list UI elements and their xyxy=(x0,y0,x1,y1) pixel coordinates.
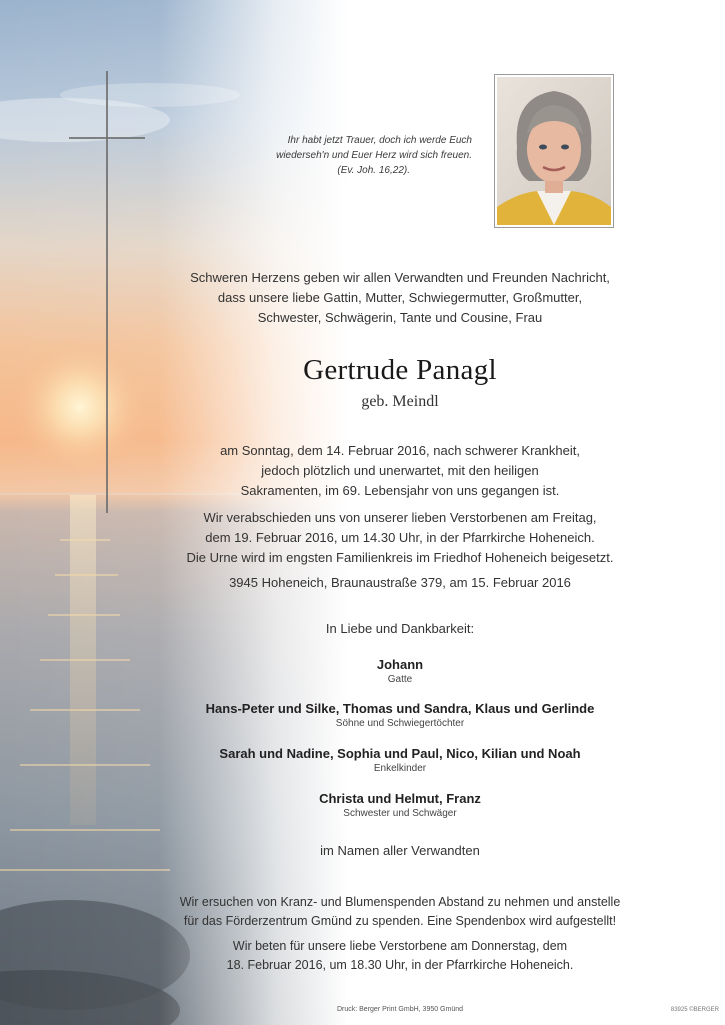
farewell-line: dem 19. Februar 2016, um 14.30 Uhr, in der Pfarrkirche Hoheneich. xyxy=(205,530,595,545)
family-relation: Enkelkinder xyxy=(373,763,427,774)
quote-line: Ihr habt jetzt Trauer, doch ich werde Euch xyxy=(287,135,472,146)
quote-line: wiederseh'n und Euer Herz wird sich freuen. xyxy=(276,150,472,161)
bible-quote xyxy=(236,133,472,178)
death-line: am Sonntag, dem 14. Februar 2016, nach schwerer Krankheit, xyxy=(220,443,580,458)
family-group xyxy=(160,790,640,820)
farewell-line: Die Urne wird im engsten Familienkreis im Friedhof Hoheneich beigesetzt. xyxy=(186,550,614,565)
family-group xyxy=(160,745,640,775)
donation-request xyxy=(160,893,640,931)
on-behalf-line: im Namen aller Verwandten xyxy=(320,843,480,858)
death-line: Sakramenten, im 69. Lebensjahr von uns gegangen ist. xyxy=(240,483,560,498)
intro-line: dass unsere liebe Gattin, Mutter, Schwiegermutter, Großmutter, xyxy=(217,290,583,305)
prayer-notice xyxy=(160,937,640,975)
death-notice xyxy=(160,441,640,501)
place-and-date: 3945 Hoheneich, Braunaustraße 379, am 15. Februar 2016 xyxy=(229,575,571,590)
family-names: Hans-Peter und Silke, Thomas und Sandra, Klaus und Gerlinde xyxy=(205,701,595,716)
prayer-line: 18. Februar 2016, um 18.30 Uhr, in der Pfarrkirche Hoheneich. xyxy=(226,958,574,972)
family-names: Sarah und Nadine, Sophia und Paul, Nico, Kilian und Noah xyxy=(219,746,581,761)
farewell-line: Wir verabschieden uns von unserer lieben Verstorbenen am Freitag, xyxy=(203,510,597,525)
intro-announcement xyxy=(160,268,640,328)
birth-name: geb. Meindl xyxy=(361,393,439,410)
intro-line: Schwester, Schwägerin, Tante und Cousine, Frau xyxy=(257,310,543,325)
intro-line: Schweren Herzens geben wir allen Verwandten und Freunden Nachricht, xyxy=(190,270,610,285)
death-line: jedoch plötzlich und unerwartet, mit den heiligen xyxy=(261,463,539,478)
request-line: Wir ersuchen von Kranz- und Blumenspenden Abstand zu nehmen und anstelle xyxy=(179,895,621,909)
prayer-line: Wir beten für unsere liebe Verstorbene am Donnerstag, dem xyxy=(232,939,568,953)
gratitude-line: In Liebe und Dankbarkeit: xyxy=(325,621,475,636)
family-relation: Schwester und Schwäger xyxy=(343,808,457,819)
family-group xyxy=(160,656,640,686)
quote-reference: (Ev. Joh. 16,22). xyxy=(337,165,410,176)
printer-credit: Druck: Berger Print GmbH, 3950 Gmünd xyxy=(336,1006,464,1013)
request-line: für das Förderzentrum Gmünd zu spenden. Eine Spendenbox wird aufgestellt! xyxy=(183,914,617,928)
family-group xyxy=(160,700,640,730)
deceased-name: Gertrude Panagl xyxy=(303,354,497,386)
family-relation: Söhne und Schwiegertöchter xyxy=(335,718,465,729)
family-names: Johann xyxy=(376,657,424,672)
print-code: 83925 ©BERGER xyxy=(670,1007,719,1013)
family-names: Christa und Helmut, Franz xyxy=(319,791,481,806)
farewell-notice xyxy=(160,508,640,568)
family-relation: Gatte xyxy=(387,674,413,685)
portrait-photo xyxy=(494,74,614,228)
